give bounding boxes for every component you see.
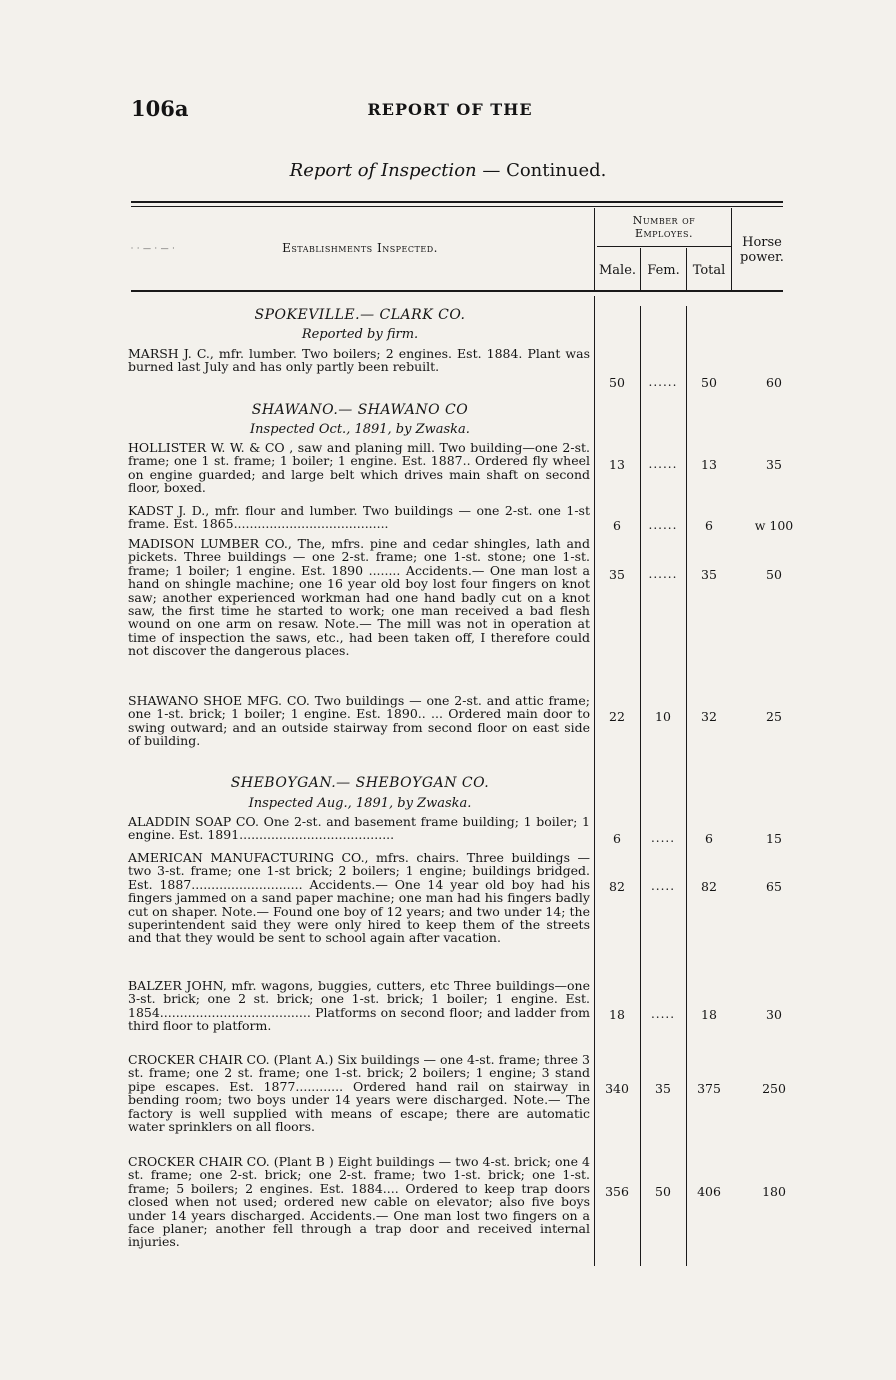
fem-count: ...... [648,375,678,389]
section-subtitle: Inspected Oct., 1891, by Zwaska. [250,422,470,437]
entry-text: KADST J. D., mfr. flour and lumber. Two buildings — one 2-st. one 1-st frame. Est. 1865....................................... [128,503,590,532]
header-divider-1 [594,208,595,292]
fem-count: ...... [648,567,678,581]
margin-mark: · · — · — · [130,244,176,253]
horse-power: 65 [766,879,782,894]
running-head: REPORT OF THE [367,100,533,119]
horse-power: 30 [766,1007,782,1022]
fem-count: 50 [655,1184,671,1199]
fem-count: ...... [648,457,678,471]
fem-count: ..... [650,831,676,845]
top-double-rule-1 [131,201,783,203]
entry-text: CROCKER CHAIR CO. (Plant A.) Six buildings — one 4-st. frame; three 3 st. frame; one 2 st. frame; one 1-st. brick; 2 boilers; 1 engine; 3 stand pipe escapes. Est. 1877............ Ordered hand rail on stairway in bending room; two boys under 14 years were discharged. Note.— The factory is well supplied with means of escape; there are automatic water sprinklers on all floors. [128,1052,590,1135]
male-count: 50 [609,375,625,390]
fem-count: ..... [650,879,676,893]
male-count: 356 [605,1184,629,1199]
entry-text: BALZER JOHN, mfr. wagons, buggies, cutters, etc Three buildings—one 3-st. brick; one 2 st. brick; one 1-st. brick; 1 boiler; 1 engine. Est. 1854...................................... Platforms on second floor; and ladder from third floor to platform. [128,978,590,1034]
subtitle-italic: Report of Inspection [289,160,477,181]
entry-text: MADISON LUMBER CO., The, mfrs. pine and cedar shingles, lath and pickets. Three buildings — one 2-st. frame; one 1-st. stone; one 1-st. frame; 1 boiler; 1 engine. Est. 1890 ........ Accidents.— One man lost a hand on shingle machine; one 16 year old boy lost four fingers on knot saw; another experienced workman had one hand badly cut on a knot saw, the first time he started to work; one man received a bad flesh wound on one arm on resaw. Note.— The mill was not in operation at time of inspection the saws, etc., had been taken off, I therefore could not discover the dangerous places. [128,536,590,659]
horse-power: 50 [766,567,782,582]
section-title: SHEBOYGAN.— SHEBOYGAN CO. [230,775,490,791]
header-total: Total [692,263,726,278]
horse-power: 60 [766,375,782,390]
horse-power: 15 [766,831,782,846]
top-double-rule-2 [131,206,783,207]
total-count: 50 [701,375,717,390]
section-subtitle: Reported by firm. [301,327,419,342]
horse-power: w 100 [754,518,794,533]
total-count: 32 [701,709,717,724]
total-count: 35 [701,567,717,582]
header-fem: Fem. [647,263,680,278]
total-count: 82 [701,879,717,894]
body-divider-3 [686,306,687,1266]
total-count: 6 [705,518,713,533]
total-count: 406 [697,1184,721,1199]
male-count: 82 [609,879,625,894]
male-count: 35 [609,567,625,582]
horse-power: 250 [762,1081,786,1096]
total-count: 13 [701,457,717,472]
total-count: 375 [697,1081,721,1096]
male-count: 18 [609,1007,625,1022]
entry-text: CROCKER CHAIR CO. (Plant B ) Eight buildings — two 4-st. brick; one 4 st. frame; one 2-st. brick; one 2-st. frame; two 1-st. brick; one 1-st. frame; 5 boilers; 2 engines. Est. 1884.... Ordered to keep trap doors closed when not used; ordered new cable on elevator; also five boys under 14 years discharged. Accidents.— One man lost two fingers on a face planer; another fell through a trap door and received internal injuries. [128,1154,590,1250]
section-subtitle: Inspected Aug., 1891, by Zwaska. [248,796,472,811]
male-count: 22 [609,709,625,724]
entry-text: HOLLISTER W. W. & CO , saw and planing mill. Two building—one 2-st. frame; one 1 st. frame; 1 boiler; 1 engine. Est. 1887.. Ordered fly wheel on engine guarded; and large belt which drives main shaft on second floor, boxed. [128,440,590,496]
entry-text: AMERICAN MANUFACTURING CO., mfrs. chairs. Three buildings — two 3-st. frame; one 1-st brick; 2 boilers; 1 engine; buildings bridged. Est. 1887............................ Accidents.— One 14 year old boy had his fingers jammed on a sand paper machine; one man had his fingers badly cut on shaper. Note.— Found one boy of 12 years; and two under 14; the superintendent said they were only hired to keep them of the streets and that they would be sent to school again after vacation. [128,850,590,946]
horse-power: 35 [766,457,782,472]
entry-text: SHAWANO SHOE MFG. CO. Two buildings — one 2-st. and attic frame; one 1-st. brick; 1 boiler; 1 engine. Est. 1890.. ... Ordered main door to swing outward; and an outside stairway from second floor on east side of building. [128,693,590,749]
fem-count: 10 [655,709,671,724]
male-count: 6 [613,831,621,846]
horse-power: 25 [766,709,782,724]
male-count: 340 [605,1081,629,1096]
header-male: Male. [598,263,637,278]
entry-text: MARSH J. C., mfr. lumber. Two boilers; 2 engines. Est. 1884. Plant was burned last July and has only partly been rebuilt. [128,346,590,375]
fem-count: 35 [655,1081,671,1096]
subtitle-rest: — Continued. [476,160,607,181]
header-number-of-employes: Number of Employes. [632,214,696,240]
body-divider-1 [594,296,595,1266]
page-subtitle [0,160,896,181]
male-count: 13 [609,457,625,472]
total-count: 6 [705,831,713,846]
section-title: SHAWANO.— SHAWANO CO [251,402,469,418]
page-number: 106a [131,96,189,121]
header-establishments: Establishments Inspected. [282,241,438,255]
section-title: SPOKEVILLE.— CLARK CO. [254,307,466,323]
fem-count: ...... [648,518,678,532]
entry-text: ALADDIN SOAP CO. One 2-st. and basement frame building; 1 boiler; 1 engine. Est. 1891....................................... [128,814,590,843]
male-count: 6 [613,518,621,533]
fem-count: ..... [650,1007,676,1021]
body-divider-2 [640,306,641,1266]
total-count: 18 [701,1007,717,1022]
employes-group-rule [597,246,731,247]
horse-power: 180 [762,1184,786,1199]
header-horse-power: Horse power. [740,235,784,265]
